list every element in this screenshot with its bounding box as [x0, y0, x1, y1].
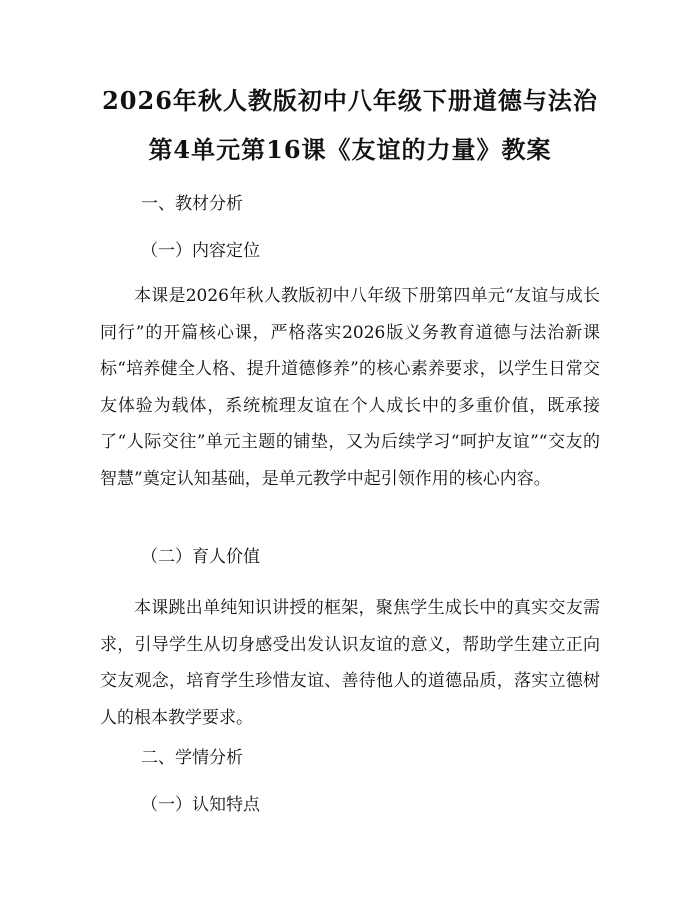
section-heading-student-analysis: 二、学情分析 [141, 748, 243, 768]
subsection-heading-educational-value: （二）育人价值 [141, 547, 260, 567]
paragraph-content-positioning: 本课是2026年秋人教版初中八年级下册第四单元“友谊与成长同行”的开篇核心课，严格落实2026版义务教育道德与法治新课标“培养健全人格、提升道德修养”的核心素养要求，以学生日常交友体验为载体，系统梳理友谊在个人成长中的多重价值，既承接了“人际交往”单元主题的铺垫，又为后续学习“呵护友谊”“交友的智慧”奠定认知基础，是单元教学中起引领作用的核心内容。 [100, 286, 600, 489]
paragraph-educational-value: 本课跳出单纯知识讲授的框架，聚焦学生成长中的真实交友需求，引导学生从切身感受出发认识友谊的意义，帮助学生建立正向交友观念，培育学生珍惜友谊、善待他人的道德品质，落实立德树人的根本教学要求。 [100, 598, 600, 728]
document-title-line-2: 第4单元第16课《友谊的力量》教案 [148, 135, 552, 164]
subsection-heading-content-positioning: （一）内容定位 [141, 241, 260, 261]
subsection-heading-cognitive-traits: （一）认知特点 [141, 795, 260, 815]
document-title-line-1: 2026年秋人教版初中八年级下册道德与法治 [102, 86, 598, 115]
section-heading-textbook-analysis: 一、教材分析 [141, 194, 243, 214]
